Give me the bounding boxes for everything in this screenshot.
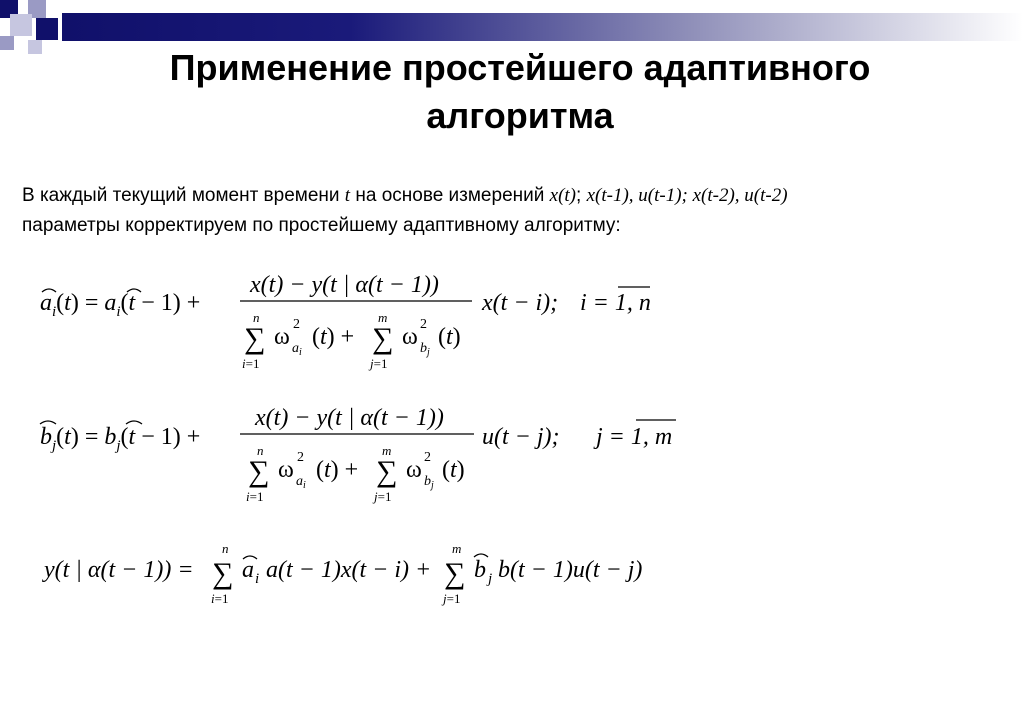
svg-text:i=1: i=1 (242, 356, 260, 371)
svg-text:ω: ω (274, 324, 290, 350)
svg-text:(t) +: (t) + (312, 324, 355, 350)
svg-text:n: n (222, 541, 229, 556)
svg-text:j: j (488, 571, 493, 587)
intro-sep: ; (576, 185, 587, 206)
sum-symbol: ∑ (244, 322, 266, 355)
svg-text:ai: $a_i$ (292, 341, 302, 358)
sum-symbol: ∑ (372, 322, 394, 355)
sum-symbol: ∑ (212, 557, 234, 590)
intro-text: В каждый текущий момент времени (22, 185, 345, 206)
svg-text:bj(t) = bj(t − 1) +: $b_j(t) = b_j(t - 1)$ + (40, 424, 201, 454)
svg-text:ω: ω (402, 324, 418, 350)
intro-text: на основе измерений (350, 185, 550, 206)
svg-text:i=1: i=1 (246, 489, 264, 504)
svg-text:(t) +: (t) + (316, 457, 359, 483)
sum-symbol: ∑ (376, 455, 398, 488)
svg-text:j=1: j=1 (443, 591, 461, 606)
formula-b-update (40, 405, 676, 504)
formula-a-update (40, 272, 651, 371)
svg-text:ω: ω (278, 457, 294, 483)
svg-text:ai: $a_i$ (296, 474, 306, 491)
svg-text:a: a (242, 557, 254, 583)
svg-text:b: b (474, 557, 486, 583)
lhs: y(t | α(t − 1)) = (44, 557, 194, 583)
numerator: x(t) − y(t | α(t − 1)) (255, 405, 444, 431)
sum-symbol: ∑ (444, 557, 466, 590)
index-range: j = 1, m (596, 424, 673, 450)
svg-text:j=1: j=1 (374, 489, 392, 504)
svg-text:bj: $b_j$ (420, 341, 430, 358)
svg-text:2: 2 (420, 317, 427, 332)
svg-text:m: m (378, 310, 388, 325)
svg-text:n: n (253, 310, 260, 325)
svg-text:ai(t) = ai(t − 1) +: $a_i(t) = a_i(t - 1)$ + (40, 290, 201, 320)
svg-text:j=1: j=1 (370, 356, 388, 371)
term-b: b(t − 1)u(t − j) (498, 557, 643, 583)
term-a: a(t − 1)x(t − i) + (266, 557, 432, 583)
svg-text:2: 2 (424, 450, 431, 465)
svg-text:i=1: i=1 (211, 591, 229, 606)
svg-text:2: 2 (297, 450, 304, 465)
svg-text:m: m (382, 443, 392, 458)
svg-text:(t): (t) (438, 324, 461, 350)
svg-text:i: i (255, 571, 260, 587)
sum-symbol: ∑ (248, 455, 270, 488)
rhs: u(t − j); (482, 424, 560, 450)
svg-text:ω: ω (406, 457, 422, 483)
lag-vars: x(t-1), u(t-1); x(t-2), u(t-2) (586, 185, 788, 206)
svg-text:n: n (257, 443, 264, 458)
formula-y-model (42, 541, 642, 606)
intro-line-2: параметры корректируем по простейшему адаптивному алгоритму: (22, 215, 621, 236)
rhs: x(t − i); (482, 290, 559, 316)
svg-text:2: 2 (293, 317, 300, 332)
svg-text:(t): (t) (442, 457, 465, 483)
numerator: x(t) − y(t | α(t − 1)) (250, 272, 439, 298)
title-line-2: алгоритма (426, 95, 614, 136)
var-t: t (344, 185, 351, 206)
var-xt: x(t) (549, 185, 577, 206)
title-line-1: Применение простейшего адаптивного (169, 47, 871, 88)
svg-text:bj: $b_j$ (424, 474, 434, 491)
index-range: i = 1, n (580, 290, 651, 316)
svg-text:m: m (452, 541, 462, 556)
